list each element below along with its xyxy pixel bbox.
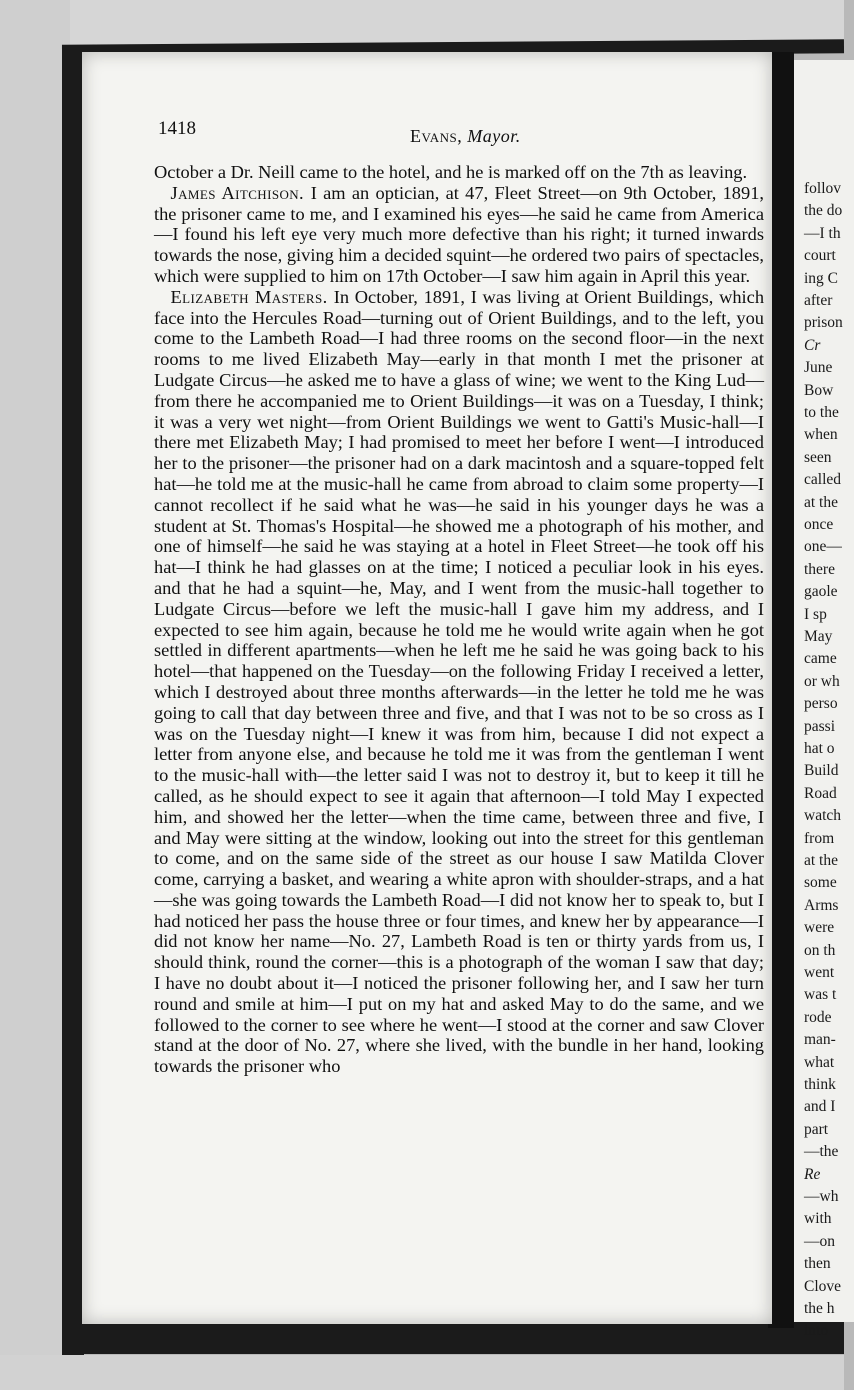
adjacent-page-fragment: —the (804, 1143, 839, 1161)
adjacent-page-fragment: —on (804, 1232, 835, 1250)
adjacent-page-fragment: what (804, 1053, 835, 1071)
adjacent-page-fragment: perso (804, 695, 838, 713)
paragraph-text: In October, 1891, I was living at Orient Buildings, which face into the Hercules Road—turning out of Orient Buildings, and to the left, you come to the Lambeth Road—I had three rooms on the second floor—in the next rooms to me lived Elizabeth May—early in that month I met the prisoner at Ludgate Circus—he asked me to have a glass of wine; we went to the King Lud—from there he accompanied me to Orient Buildings—it was on a Tuesday, I think; it was a very wet night—from Orient Buildings we went to Gatti's Music-hall—I there met Elizabeth May; I had promised to meet her before I went—I introduced her to the prisoner—the prisoner had on a dark macintosh and a square-topped felt hat—he told me at the music-hall he came from abroad to claim some property—I cannot recollect if he said what he was—he said in his younger days he was a student at St. Thomas's Hospital—he showed me a photograph of his mother, and one of himself—he said he was staying at a hotel in Fleet Street—he took off his hat—I think he had glasses on at the time; I noticed a peculiar look in his eyes. and that he had a squint—he, May, and I went from the music-hall together to Ludgate Circus—before we left the music-hall I gave him my address, and I expected to see him again, because he told me he would write again when he got settled in different apartments—when he left me he said he was going back to his hotel—that happened on the Tuesday—on the following Friday I received a letter, which I destroyed about three months afterwards—in the letter he told me he was going to call that day between three and five, and that I was not to be so cross as I was on the Tuesday night—I knew it was from him, because I did not expect a letter from anyone else, and because he told me it was from the gentleman I went to the music-hall with—the letter said I was not to destroy it, but to keep it till he called, as he should expect to see it again that afternoon—I told May I expected him, and showed her the letter—when the time came, between three and five, I and May were sitting at the window, looking out into the street for this gentleman to come, and on the same side of the street as our house I saw Matilda Clover come, carrying a basket, and wearing a white apron with shoulder-straps, and a hat—she was going towards the Lambeth Road—I did not know her to speak to, but I had noticed her pass the house three or four times, and knew her by appearance—I did not know her name—No. 27, Lambeth Road is ten or thirty yards from us, I should think, round the corner—this is a photograph of the woman I saw that day; I have no doubt about it—I noticed the prisoner following her, and I saw her turn round and smile at him—I put on my hat and asked May to do the same, and we followed to the corner to see where he went—I stood at the corner and saw Clover stand at the door of No. 27, where she lived, with the bundle in her hand, looking towards the prisoner who (154, 286, 765, 1077)
speaker-name: James Aitchison. (170, 182, 311, 203)
scan-background-left (0, 0, 70, 1390)
book-binding-edge-bottom (62, 1322, 844, 1354)
adjacent-page-fragment: then (804, 1255, 831, 1273)
adjacent-page-fragment: with (804, 1210, 832, 1228)
paragraph-text: October a Dr. Neill came to the hotel, and he is marked off on the 7th as leaving. (154, 162, 748, 182)
adjacent-page-fragment: into (804, 1322, 829, 1340)
adjacent-page-fragment: follov (804, 180, 842, 197)
paragraph-text: I am an optician, at 47, Fleet Street—on 9th October, 1891, the prisoner came to me, and I examined his eyes—he said he came from America—I found his left eye very much more defective than his right; it turned inwards towards the nose, giving him a decided squint—he ordered two pairs of spectacles, which were supplied to him on 17th October—I saw him again in April this year. (154, 182, 764, 286)
adjacent-page-fragment: Re (804, 1165, 821, 1183)
adjacent-page-fragment: watch (804, 807, 842, 825)
adjacent-page-fragment: some (804, 874, 837, 892)
adjacent-page-edge (794, 60, 854, 1340)
adjacent-page-fragment: was t (804, 986, 837, 1004)
adjacent-page-fragment: Cr (804, 336, 821, 354)
adjacent-page-fragment: seen (804, 448, 832, 466)
adjacent-page-fragment: after (804, 292, 833, 309)
adjacent-page-fragment: man- (804, 1031, 836, 1049)
book-page (82, 52, 772, 1324)
adjacent-page-fragment: to the (804, 404, 839, 421)
adjacent-page-fragment: think (804, 1076, 836, 1093)
book-binding-edge-left (62, 45, 84, 1355)
adjacent-page-fragment: at the (804, 493, 838, 511)
adjacent-page-fragment: May (804, 628, 833, 645)
adjacent-page-fragment: Clove (804, 1277, 842, 1295)
adjacent-page-fragment: Arms (804, 896, 839, 914)
adjacent-page-fragment: when (804, 426, 838, 444)
adjacent-page-fragment: I sp (804, 605, 827, 623)
adjacent-page-fragment: went (804, 964, 835, 981)
adjacent-page-fragment: ing C (804, 269, 839, 287)
adjacent-page-fragment: came (804, 650, 837, 668)
adjacent-page-fragment: were (804, 919, 835, 937)
adjacent-page-fragment: on th (804, 941, 836, 959)
adjacent-page-fragment: Bow (804, 381, 834, 399)
body-text (154, 162, 764, 1077)
adjacent-page-fragment: and I (804, 1098, 836, 1116)
paragraph (154, 287, 764, 1077)
adjacent-page-fragment: at the (804, 852, 838, 869)
adjacent-page-fragment: one— (804, 538, 842, 556)
adjacent-page-fragment: gaole (804, 583, 838, 601)
adjacent-page-fragment: hat o (804, 740, 835, 757)
adjacent-page-fragment: part (804, 1120, 829, 1138)
paragraph (154, 183, 764, 287)
adjacent-page-fragment: June (804, 359, 833, 377)
adjacent-page-fragment: called (804, 471, 842, 489)
scan-background-bottom (0, 1355, 844, 1390)
adjacent-page-fragment: prison (804, 314, 843, 332)
adjacent-page-fragment: rode (804, 1008, 832, 1026)
page-number: 1418 (158, 118, 196, 139)
adjacent-page-fragment: or wh (804, 672, 840, 690)
running-head-name: Evans, (410, 126, 463, 146)
adjacent-page-fragment: there (804, 560, 835, 578)
adjacent-page-fragment: court (804, 247, 836, 265)
adjacent-page-fragment: Road (804, 784, 837, 802)
paragraph (154, 162, 764, 183)
adjacent-page-fragment: from (804, 829, 835, 847)
adjacent-page-fragment: the do (804, 202, 843, 220)
adjacent-page-fragment: once (804, 516, 834, 533)
speaker-name: Elizabeth Masters. (170, 286, 334, 307)
running-head (410, 126, 521, 147)
adjacent-page-fragment: —I th (804, 224, 841, 242)
adjacent-page-fragment: —wh (804, 1188, 839, 1205)
adjacent-page-fragment: the h (804, 1300, 835, 1317)
adjacent-page-fragment: passi (804, 717, 835, 735)
running-head-title: Mayor. (467, 126, 521, 146)
adjacent-page-fragment: Build (804, 762, 839, 780)
